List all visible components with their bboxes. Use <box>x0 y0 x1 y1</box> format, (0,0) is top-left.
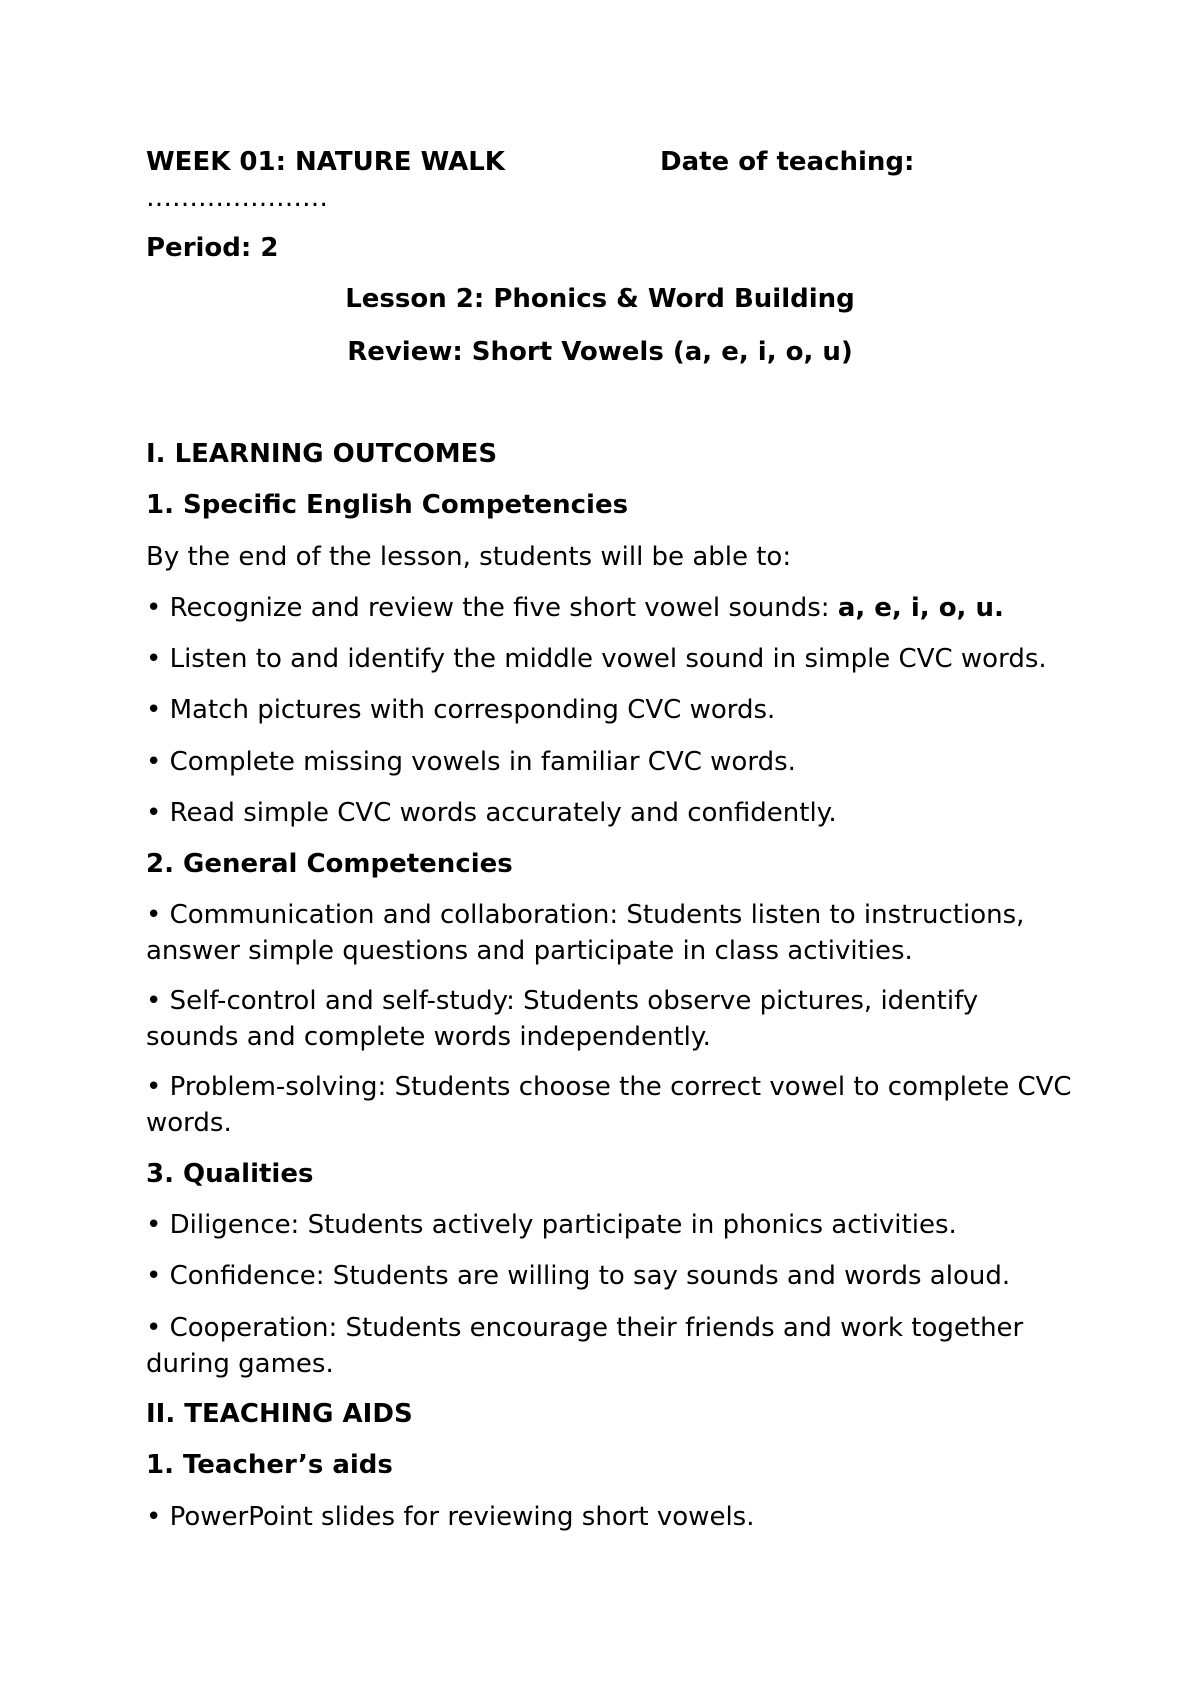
outcome-bullet-2: • Listen to and identify the middle vowel sound in simple CVC words. <box>146 644 1047 674</box>
intro-text: By the end of the lesson, students will be able to: <box>146 542 792 572</box>
quality-bullet-1: • Diligence: Students actively participate in phonics activities. <box>146 1210 957 1240</box>
review-title: Review: Short Vowels (a, e, i, o, u) <box>347 337 853 367</box>
section-heading-learning-outcomes: I. LEARNING OUTCOMES <box>146 439 498 469</box>
quality-bullet-2: • Confidence: Students are willing to say sounds and words aloud. <box>146 1261 1011 1291</box>
date-of-teaching-blank: ………………… <box>146 183 328 213</box>
outcome-bullet-1-text: • Recognize and review the five short vowel sounds: <box>146 593 838 623</box>
date-of-teaching-label: Date of teaching: <box>660 147 915 177</box>
subheading-general-competencies: 2. General Competencies <box>146 849 513 879</box>
general-bullet-3: • Problem-solving: Students choose the correct vowel to complete CVC words. <box>146 1072 1072 1138</box>
subheading-specific-competencies: 1. Specific English Competencies <box>146 490 629 520</box>
period-label: Period: 2 <box>146 233 279 263</box>
outcome-bullet-3: • Match pictures with corresponding CVC words. <box>146 695 776 725</box>
general-bullet-1: • Communication and collaboration: Students listen to instructions, answer simple questions and participate in class activities. <box>146 900 1025 966</box>
lesson-title: Lesson 2: Phonics & Word Building <box>345 284 855 314</box>
outcome-bullet-5: • Read simple CVC words accurately and confidently. <box>146 798 837 828</box>
subheading-qualities: 3. Qualities <box>146 1159 314 1189</box>
aids-bullet-1: • PowerPoint slides for reviewing short vowels. <box>146 1502 755 1532</box>
quality-bullet-3: • Cooperation: Students encourage their friends and work together during games. <box>146 1313 1024 1379</box>
general-bullet-2: • Self-control and self-study: Students observe pictures, identify sounds and complete words independently. <box>146 986 979 1052</box>
outcome-bullet-1 <box>146 590 1004 626</box>
subheading-teachers-aids: 1. Teacher’s aids <box>146 1450 393 1480</box>
section-heading-teaching-aids: II. TEACHING AIDS <box>146 1399 413 1429</box>
week-title: WEEK 01: NATURE WALK <box>146 147 505 177</box>
outcome-bullet-4: • Complete missing vowels in familiar CVC words. <box>146 747 796 777</box>
vowel-list: a, e, i, o, u. <box>837 593 1004 623</box>
